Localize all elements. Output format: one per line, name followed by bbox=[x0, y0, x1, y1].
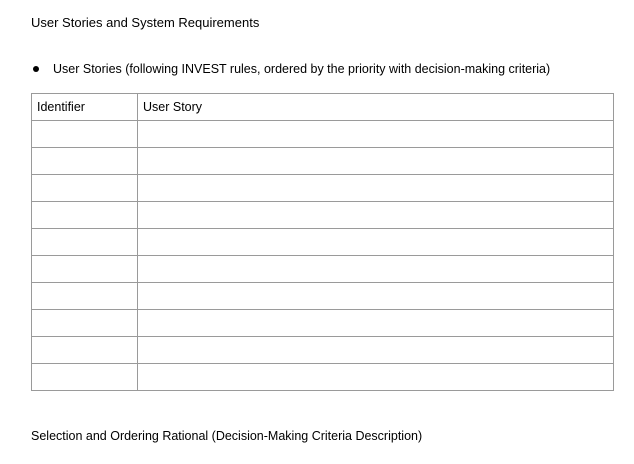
table-row bbox=[32, 229, 614, 256]
identifier-cell[interactable] bbox=[32, 256, 138, 283]
bullet-text: User Stories (following INVEST rules, ordered by the priority with decision-making criteria) bbox=[53, 62, 551, 76]
header-user-story: User Story bbox=[138, 94, 614, 121]
identifier-cell[interactable] bbox=[32, 202, 138, 229]
identifier-cell[interactable] bbox=[32, 283, 138, 310]
identifier-cell[interactable] bbox=[32, 337, 138, 364]
table-header-row bbox=[32, 94, 614, 121]
header-identifier: Identifier bbox=[32, 94, 138, 121]
table-row bbox=[32, 256, 614, 283]
user-story-cell[interactable] bbox=[138, 337, 614, 364]
table-row bbox=[32, 121, 614, 148]
user-story-cell[interactable] bbox=[138, 283, 614, 310]
user-story-cell[interactable] bbox=[138, 364, 614, 391]
table-row bbox=[32, 310, 614, 337]
identifier-cell[interactable] bbox=[32, 229, 138, 256]
user-story-cell[interactable] bbox=[138, 202, 614, 229]
table-row bbox=[32, 148, 614, 175]
identifier-cell[interactable] bbox=[32, 310, 138, 337]
user-story-cell[interactable] bbox=[138, 229, 614, 256]
user-stories-table bbox=[31, 93, 614, 391]
identifier-cell[interactable] bbox=[32, 175, 138, 202]
user-story-cell[interactable] bbox=[138, 175, 614, 202]
table-row bbox=[32, 283, 614, 310]
identifier-cell[interactable] bbox=[32, 121, 138, 148]
user-story-cell[interactable] bbox=[138, 310, 614, 337]
user-story-cell[interactable] bbox=[138, 121, 614, 148]
bullet-icon bbox=[33, 66, 39, 72]
section-title: User Stories and System Requirements bbox=[31, 15, 260, 30]
user-story-cell[interactable] bbox=[138, 148, 614, 175]
rational-heading: Selection and Ordering Rational (Decision-Making Criteria Description) bbox=[31, 429, 423, 443]
user-story-cell[interactable] bbox=[138, 256, 614, 283]
table-row bbox=[32, 175, 614, 202]
identifier-cell[interactable] bbox=[32, 364, 138, 391]
table-row bbox=[32, 364, 614, 391]
table-row bbox=[32, 337, 614, 364]
identifier-cell[interactable] bbox=[32, 148, 138, 175]
table-row bbox=[32, 202, 614, 229]
